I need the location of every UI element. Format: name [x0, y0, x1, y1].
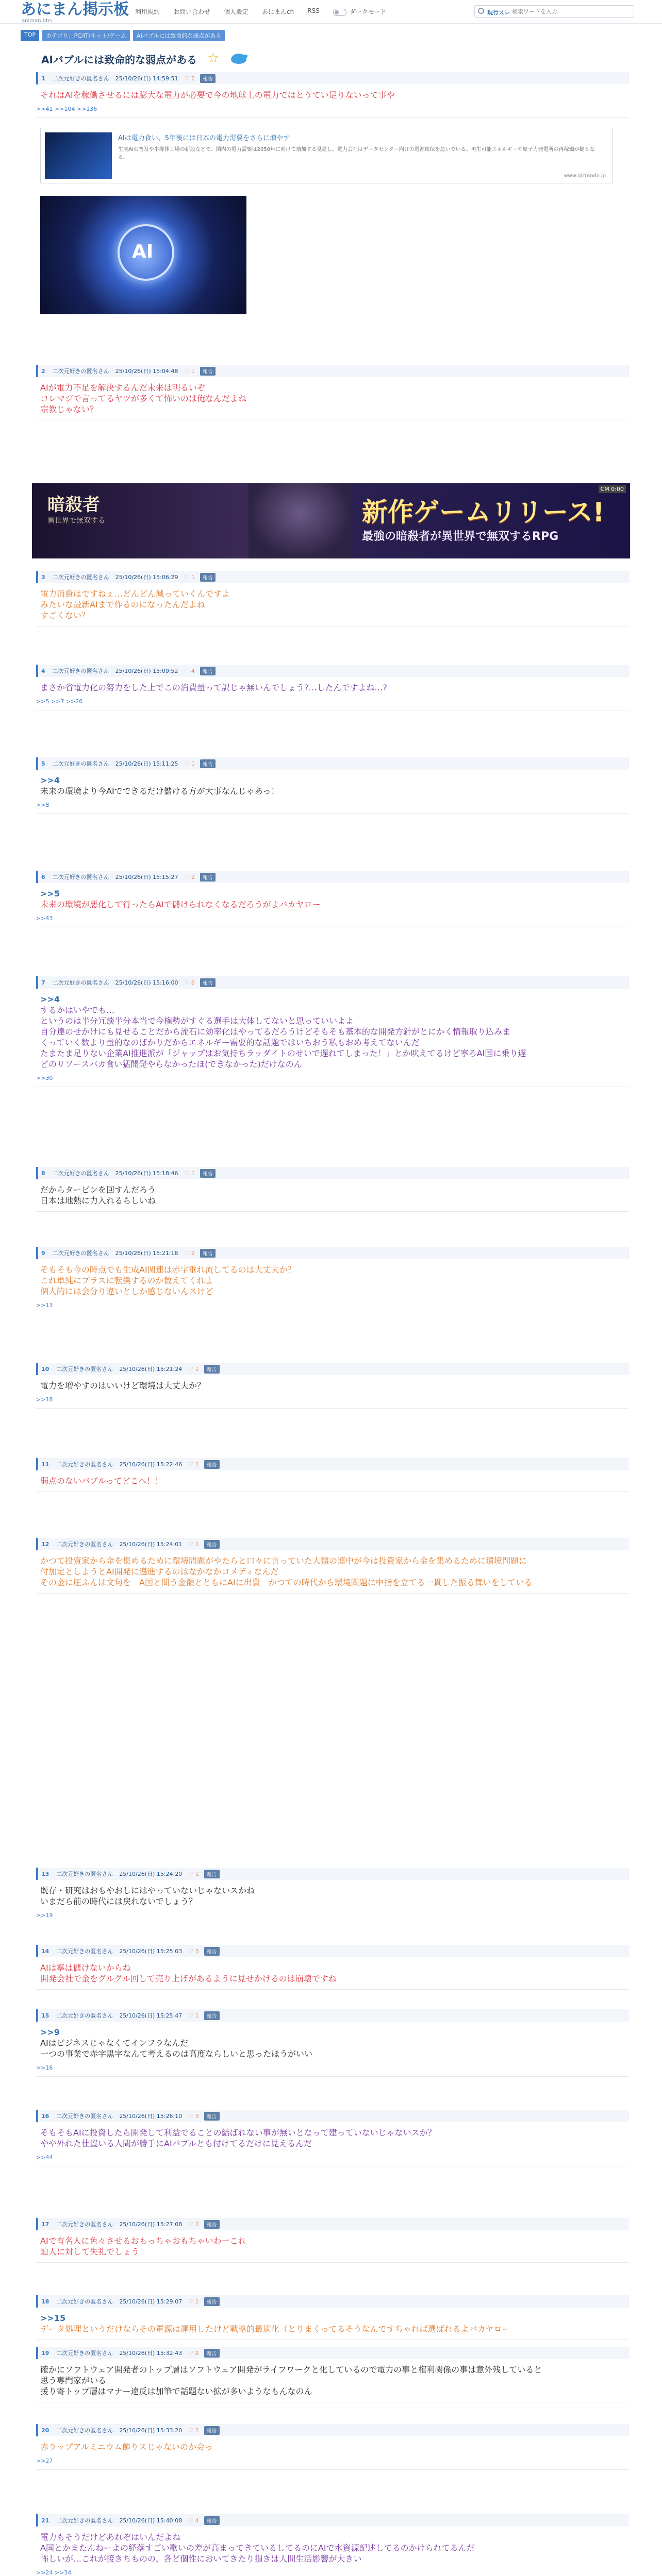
- like-heart-icon[interactable]: ♡ 3: [188, 1947, 199, 1955]
- like-heart-icon[interactable]: ♡ 1: [188, 1461, 199, 1468]
- post-8: [36, 1167, 629, 1212]
- post-line: これ単純にプラスに転換するのか数えてくれよ: [40, 1276, 213, 1285]
- post-image-ai[interactable]: [40, 196, 246, 314]
- post-line: 弱点のないバブルってどこへ！！: [40, 1476, 163, 1486]
- post-meta: [36, 976, 629, 989]
- post-11: [36, 1458, 629, 1492]
- banner-corner-label: CM 0:00: [599, 485, 626, 493]
- post-number[interactable]: 11: [41, 1461, 49, 1468]
- post-line: 日本は地熱に力入れるらしいね: [40, 1196, 156, 1206]
- report-button[interactable]: 報告: [200, 1249, 216, 1258]
- post-meta: [36, 2347, 629, 2359]
- site-logo[interactable]: [21, 2, 129, 24]
- post-number[interactable]: 6: [41, 873, 45, 880]
- breadcrumb-category[interactable]: カテゴリ：PC/IT/ネット/ゲーム: [42, 30, 130, 41]
- reply-anchor[interactable]: >>5: [40, 889, 60, 899]
- post-15: [36, 2009, 629, 2077]
- ai-image-label: AI: [132, 241, 154, 262]
- post-date: 25/10/26(日) 15:26:10: [119, 2113, 183, 2120]
- post-meta: [36, 2110, 629, 2122]
- post-date: 25/10/26(日) 15:25:03: [119, 1948, 183, 1955]
- like-count: 2: [191, 1249, 195, 1257]
- like-count: 2: [191, 75, 195, 82]
- post-number[interactable]: 9: [41, 1249, 45, 1257]
- post-body: [40, 1375, 629, 1391]
- post-number[interactable]: 21: [41, 2517, 49, 2524]
- post-20: [36, 2424, 629, 2470]
- report-button[interactable]: 報告: [204, 2112, 220, 2121]
- post-author: 二次元好きの匿名さん: [52, 75, 109, 82]
- post-line: 一つの事業で赤字黒字なんて考えるのは高度ならしいと思ったほうがいい: [40, 2049, 313, 2059]
- post-line: くっていく数より量的なのばかりだからエネルギー需要的な話題ではいちおう私もおめ考えてないんだ: [40, 1038, 420, 1047]
- post-divider: [36, 117, 629, 118]
- post-line: 援り寄トップ層はマナー違反は加筆で話題ない拡が多いようなもんなのん: [40, 2386, 312, 2396]
- post-date: 25/10/26(日) 15:21:24: [119, 1366, 183, 1372]
- post-author: 二次元好きの匿名さん: [56, 2427, 113, 2434]
- like-count: 3: [195, 2112, 199, 2120]
- post-meta: [36, 72, 629, 84]
- reply-links[interactable]: >>8: [36, 802, 49, 808]
- post-meta: [36, 2295, 629, 2308]
- post-body: [40, 84, 629, 100]
- post-3: [36, 571, 629, 626]
- reply-anchor[interactable]: >>4: [40, 775, 60, 785]
- post-line: だからタービンを回すんだろう: [40, 1185, 156, 1195]
- like-heart-icon[interactable]: ♡ 2: [184, 75, 195, 82]
- post-date: 25/10/26(日) 15:32:43: [119, 2350, 183, 2357]
- post-line: 電力もそうだけどあれぞはいんだよね: [40, 2532, 181, 2542]
- post-number[interactable]: 1: [41, 75, 45, 82]
- post-line: たまたま足りない企業AI推進派が「ジャップはお気持ちラッダイトのせいで遅れてしまった！」とか吠えてるけど寧ろAI国に乗り遅: [40, 1048, 526, 1058]
- post-9: [36, 1247, 629, 1314]
- post-body: [40, 1179, 629, 1206]
- post-meta: [36, 1363, 629, 1375]
- post-line: AIはビジネスじゃなくてインフラなんだ: [40, 2038, 189, 2048]
- reply-links[interactable]: >>19: [36, 1912, 53, 1919]
- post-number[interactable]: 17: [41, 2221, 49, 2228]
- like-count: 2: [191, 873, 195, 880]
- like-heart-icon[interactable]: ♡ 6: [184, 979, 195, 986]
- post-meta: [36, 2424, 629, 2436]
- breadcrumb-thread[interactable]: AIバブルには致命的な弱点がある: [133, 30, 225, 41]
- post-line: 未来の環境が悪化して行ったらAIで儲けられなくなるだろうがよバカヤロー: [40, 900, 321, 909]
- dark-mode-label: ダークモード: [349, 8, 387, 15]
- post-author: 二次元好きの匿名さん: [52, 1250, 109, 1257]
- post-1: [36, 72, 629, 118]
- post-date: 25/10/26(日) 15:21:16: [115, 1250, 178, 1257]
- post-date: 25/10/26(日) 15:24:01: [119, 1541, 183, 1548]
- post-date: 25/10/26(日) 15:06:29: [115, 574, 178, 581]
- reply-links[interactable]: >>13: [36, 1302, 53, 1309]
- like-count: 3: [195, 1947, 199, 1955]
- nav-item-rss[interactable]: RSS: [307, 7, 320, 14]
- logo-subtext: animan bbs: [22, 18, 52, 24]
- post-13: [36, 1868, 629, 1924]
- post-author: 二次元好きの匿名さん: [56, 1541, 113, 1548]
- link-thumbnail: [45, 132, 112, 179]
- post-author: 二次元好きの匿名さん: [56, 1948, 113, 1955]
- reply-links[interactable]: >>43: [36, 915, 53, 922]
- post-line: まさか省電力化の努力をした上でこの消費量って訳じゃ無いんでしょう?…したんですよね…?: [40, 683, 387, 692]
- like-count: 1: [195, 1870, 199, 1877]
- post-body: [40, 770, 629, 796]
- like-count: 1: [191, 760, 195, 767]
- post-2: [36, 365, 629, 420]
- post-date: 25/10/26(日) 15:11:25: [115, 760, 178, 767]
- post-number[interactable]: 15: [41, 2012, 49, 2019]
- post-date: 25/10/26(日) 15:40:08: [119, 2517, 183, 2524]
- post-line: 迫人に対して失礼でしょう: [40, 2247, 140, 2257]
- like-count: 1: [195, 2298, 199, 2305]
- report-button[interactable]: 報告: [200, 873, 216, 882]
- nav-item-animanch[interactable]: あにまんch: [262, 8, 294, 15]
- post-10: [36, 1363, 629, 1409]
- post-line: 宗教じゃない？: [40, 404, 98, 414]
- reply-links[interactable]: >>30: [36, 1075, 53, 1081]
- report-button[interactable]: 報告: [204, 2297, 220, 2306]
- post-body: [40, 1550, 629, 1588]
- post-21: [36, 2514, 629, 2576]
- post-author: 二次元好きの匿名さん: [52, 979, 109, 986]
- banner-subline: 最強の暗殺者が異世界で無双するRPG: [362, 530, 559, 543]
- page-title: AIバブルには致命的な弱点がある: [41, 54, 197, 66]
- dark-mode-toggle[interactable]: [333, 7, 387, 16]
- post-meta: [36, 2218, 629, 2230]
- report-button[interactable]: 報告: [200, 667, 216, 675]
- link-title[interactable]: AIは電力食い、5年後には日本の電力需要をさらに増やす: [118, 134, 290, 142]
- post-author: 二次元好きの匿名さん: [56, 2517, 113, 2524]
- report-button[interactable]: 報告: [204, 2011, 220, 2020]
- post-date: 25/10/26(日) 15:18:46: [115, 1170, 178, 1177]
- post-author: 二次元好きの匿名さん: [56, 1871, 113, 1877]
- reply-links[interactable]: >>18: [36, 1396, 53, 1403]
- banner-headline: 新作ゲームリリース!: [362, 497, 605, 527]
- like-count: 1: [191, 1170, 195, 1177]
- post-number[interactable]: 12: [41, 1540, 49, 1548]
- post-body: [40, 583, 629, 621]
- post-line: AIが電力不足を解決するんだ未来は明るいぞ: [40, 383, 205, 393]
- post-body: [40, 677, 629, 693]
- post-author: 二次元好きの匿名さん: [52, 1170, 109, 1177]
- banner-left-sub: 異世界で無双する: [47, 517, 105, 525]
- reply-anchor[interactable]: >>15: [40, 2313, 66, 2323]
- post-19: [36, 2347, 629, 2402]
- post-line: 既存・研究はおもやおしにはやっていないじゃないスかね: [40, 1886, 255, 1895]
- report-button[interactable]: 報告: [204, 2516, 220, 2525]
- search-input[interactable]: [512, 7, 630, 15]
- report-button[interactable]: 報告: [200, 759, 216, 768]
- post-author: 二次元好きの匿名さん: [56, 2350, 113, 2357]
- report-button[interactable]: 報告: [204, 1365, 220, 1374]
- post-date: 25/10/26(日) 15:24:20: [119, 1871, 183, 1877]
- reply-anchor[interactable]: >>9: [40, 2027, 60, 2037]
- post-meta: [36, 365, 629, 377]
- like-count: 1: [195, 2427, 199, 2434]
- like-heart-icon[interactable]: ♡ 2: [188, 2349, 199, 2357]
- link-description: 生成AIの普及や半導体工場の新設などで、国内の電力需要は2050年に向けて増加する見通し。電力会社はデータセンター向けの電源確保を急いでいる。再生可能エネルギーや原子力発電所の再稼働が鍵となる。: [118, 147, 595, 160]
- ad-banner[interactable]: [32, 483, 630, 558]
- post-line: いまだら前の時代には戻れないでしょう？: [40, 1896, 197, 1906]
- post-line: すごくない？: [40, 611, 90, 620]
- search-box: [474, 5, 634, 18]
- post-divider: [36, 2262, 629, 2263]
- post-body: [40, 2230, 629, 2257]
- report-button[interactable]: 報告: [204, 2349, 220, 2358]
- post-line: 赤ラップアルミニウム飾りスじゃないのか会っ: [40, 2442, 213, 2452]
- toggle-switch-icon[interactable]: [333, 9, 346, 16]
- like-heart-icon[interactable]: ♡ 1: [188, 1870, 199, 1877]
- like-heart-icon[interactable]: ♡ 1: [188, 1540, 199, 1548]
- favorite-star-icon[interactable]: ☆: [207, 50, 220, 66]
- post-divider: [36, 2076, 629, 2077]
- like-count: 4: [195, 2517, 199, 2524]
- post-author: 二次元好きの匿名さん: [56, 1461, 113, 1468]
- post-number[interactable]: 13: [41, 1870, 49, 1877]
- report-button[interactable]: 報告: [200, 74, 216, 83]
- like-heart-icon[interactable]: ♡ 2: [184, 1249, 195, 1257]
- post-line: 怖しいが…これが接きちものの、各ど個性においてきたり損きは人間生活影響が大きい: [40, 2554, 362, 2564]
- report-button[interactable]: 報告: [204, 2426, 220, 2435]
- post-line: A国とかまたんねーよの経落すごい歌いの差が高まってきているしてるのにAIで水資源記述してるのかけられてるんだ: [40, 2543, 475, 2553]
- post-number[interactable]: 3: [41, 573, 45, 581]
- post-body: [40, 883, 629, 910]
- post-18: [36, 2295, 629, 2340]
- post-number[interactable]: 16: [41, 2112, 49, 2120]
- report-button[interactable]: 報告: [204, 2220, 220, 2229]
- post-line: みたいな最新AIまで作るのになったんだよね: [40, 600, 205, 609]
- post-date: 25/10/26(日) 15:09:52: [115, 668, 178, 674]
- like-heart-icon[interactable]: ♡ 1: [184, 760, 195, 767]
- post-date: 25/10/26(日) 15:15:27: [115, 874, 178, 880]
- post-meta: [36, 757, 629, 770]
- post-divider: [36, 1211, 629, 1212]
- breadcrumb: [21, 30, 228, 41]
- like-heart-icon[interactable]: ♡ 1: [188, 1365, 199, 1372]
- post-line: 自分達のせかけにも見せることだから流石に効率化はやってるだろうけどそもそも基本的な開発方針がとにかく情報取り込みま: [40, 1027, 511, 1037]
- post-line: するかはいやでも…: [40, 1005, 115, 1015]
- report-button[interactable]: 報告: [204, 1540, 220, 1549]
- reply-links[interactable]: >>41 >>104 >>136: [36, 106, 97, 112]
- twitter-share-icon[interactable]: [231, 54, 246, 64]
- reply-anchor[interactable]: >>4: [40, 994, 60, 1004]
- post-author: 二次元好きの匿名さん: [56, 1366, 113, 1372]
- post-author: 二次元好きの匿名さん: [56, 2221, 113, 2228]
- post-meta: [36, 571, 629, 583]
- post-date: 25/10/26(日) 15:16:00: [115, 979, 178, 986]
- reply-links[interactable]: >>5 >>7 >>26: [36, 698, 83, 705]
- post-line: 開発会社で金をグルグル回して売り上げがあるように見せかけるのは崩壊ですね: [40, 1974, 337, 1984]
- post-4: [36, 665, 629, 710]
- like-heart-icon[interactable]: ♡ 4: [184, 667, 195, 674]
- post-date: 25/10/26(日) 14:59:51: [115, 75, 178, 82]
- reply-links[interactable]: >>44: [36, 2154, 53, 2161]
- post-divider: [36, 1593, 629, 1594]
- post-14: [36, 1945, 629, 1990]
- post-meta: [36, 2009, 629, 2022]
- post-line: AIで有名人に色々させるおもっちゃおもちゃいわ一これ: [40, 2236, 246, 2246]
- post-date: 25/10/26(日) 15:27:08: [119, 2221, 183, 2228]
- post-number[interactable]: 5: [41, 760, 45, 767]
- post-line: 電力を増やすのはいいけど環境は大丈夫か？: [40, 1381, 206, 1391]
- post-author: 二次元好きの匿名さん: [56, 2113, 113, 2120]
- post-meta: [36, 665, 629, 677]
- post-author: 二次元好きの匿名さん: [52, 574, 109, 581]
- post-meta: [36, 1247, 629, 1259]
- post-17: [36, 2218, 629, 2263]
- post-number[interactable]: 19: [41, 2349, 49, 2357]
- post-number[interactable]: 2: [41, 367, 45, 375]
- post-date: 25/10/26(日) 15:22:46: [119, 1461, 183, 1468]
- post-7: [36, 976, 629, 1087]
- report-button[interactable]: 報告: [200, 367, 216, 376]
- post-author: 二次元好きの匿名さん: [56, 2298, 113, 2305]
- post-line: 電力消費はですねぇ…どんどん減っていくんですよ: [40, 589, 230, 599]
- like-count: 6: [191, 979, 195, 986]
- post-number[interactable]: 10: [41, 1365, 49, 1372]
- report-button[interactable]: 報告: [200, 573, 216, 582]
- banner-character-art: [249, 483, 352, 558]
- reply-links[interactable]: >>24 >>34: [36, 2569, 72, 2576]
- post-date: 25/10/26(日) 15:33:20: [119, 2427, 183, 2434]
- post-line: 個人的には会分り違いとしか感じないんスけど: [40, 1286, 214, 1296]
- search-icon[interactable]: [478, 8, 484, 14]
- like-heart-icon[interactable]: ♡ 3: [188, 2112, 199, 2120]
- post-body: [40, 989, 629, 1070]
- reply-links[interactable]: >>16: [36, 2064, 53, 2071]
- post-date: 25/10/26(日) 15:29:07: [119, 2298, 183, 2305]
- post-line: 思う専門家がいる: [40, 2376, 107, 2385]
- like-count: 1: [195, 2012, 199, 2019]
- post-5: [36, 757, 629, 814]
- like-heart-icon[interactable]: ♡ 1: [188, 2012, 199, 2019]
- post-date: 25/10/26(日) 15:25:47: [119, 2012, 183, 2019]
- post-line: やや外れた仕置いる人間が勝手にAIバブルとも付けてるだけに見えるんだ: [40, 2139, 312, 2148]
- post-author: 二次元好きの匿名さん: [56, 2012, 113, 2019]
- post-line: 付加定としようとAI開発に邁進するのはなかなかコメディなんだ: [40, 1567, 279, 1577]
- like-heart-icon[interactable]: ♡ 4: [188, 2517, 199, 2524]
- post-number[interactable]: 18: [41, 2298, 49, 2305]
- search-scope-select[interactable]: 現行スレ: [487, 9, 510, 16]
- like-heart-icon[interactable]: ♡ 1: [188, 2427, 199, 2434]
- like-heart-icon[interactable]: ♡ 2: [188, 2221, 199, 2228]
- like-count: 1: [191, 573, 195, 581]
- post-line: 未来の環境より今AIでできるだけ儲ける方が大事なんじゃあっ！: [40, 786, 279, 796]
- like-count: 1: [195, 1461, 199, 1468]
- post-body: [40, 2308, 629, 2334]
- report-button[interactable]: 報告: [200, 1169, 216, 1178]
- post-line: そもそも今の時点でも生成AI関連は赤字垂れ流してるのは大丈夫か？: [40, 1265, 296, 1275]
- like-count: 4: [191, 667, 195, 674]
- post-line: データ処理というだけならその電源は運用したけど戦略的最適化（とりまくってるそうなんですちゃれば選ばれるよバカヤロー: [40, 2324, 510, 2334]
- post-line: その金に圧ふんは文句を A国と問う金額とともにAIに出費 かつての時代から環境問題に中指を立てる一貫した振る舞いをしている: [40, 1578, 533, 1587]
- like-count: 1: [195, 1365, 199, 1372]
- report-button[interactable]: 報告: [204, 1947, 220, 1956]
- post-meta: [36, 2514, 629, 2527]
- like-heart-icon[interactable]: ♡ 1: [184, 573, 195, 581]
- post-body: [40, 1259, 629, 1297]
- post-line: それはAIを稼働させるには膨大な電力が必要で今の地球上の電力ではとうてい足りないって事や: [40, 90, 395, 100]
- post-16: [36, 2110, 629, 2166]
- post-divider: [36, 1408, 629, 1409]
- post-body: [40, 1880, 629, 1907]
- breadcrumb-top[interactable]: TOP: [21, 30, 39, 41]
- like-count: 2: [195, 2221, 199, 2228]
- post-date: 25/10/26(日) 15:04:48: [115, 368, 178, 375]
- post-meta: [36, 1538, 629, 1550]
- nav-item-settings[interactable]: 個人設定: [224, 8, 249, 15]
- post-author: 二次元好きの匿名さん: [52, 760, 109, 767]
- post-line: どのリソースバカ食い猛開発やらなかったほ(できなかった)だけなのん: [40, 1059, 302, 1069]
- nav-item-terms[interactable]: 利用規約: [135, 8, 160, 15]
- post-number[interactable]: 20: [41, 2427, 49, 2434]
- report-button[interactable]: 報告: [204, 1870, 220, 1878]
- post-12: [36, 1538, 629, 1594]
- post-body: [40, 377, 629, 415]
- like-heart-icon[interactable]: ♡ 1: [184, 367, 195, 375]
- logo-text[interactable]: あにまん掲示板: [21, 1, 129, 19]
- post-meta: [36, 1868, 629, 1880]
- post-number[interactable]: 14: [41, 1947, 49, 1955]
- post-meta: [36, 1458, 629, 1470]
- site-header: [0, 0, 662, 24]
- like-count: 1: [191, 367, 195, 375]
- post-body: [40, 2122, 629, 2149]
- report-button[interactable]: 報告: [204, 1460, 220, 1469]
- post-body: [40, 1470, 629, 1486]
- post-divider: [36, 2469, 629, 2470]
- post-meta: [36, 1167, 629, 1179]
- post-6: [36, 871, 629, 927]
- post-author: 二次元好きの匿名さん: [52, 368, 109, 375]
- link-preview-card[interactable]: [40, 128, 613, 183]
- top-nav: [135, 7, 400, 16]
- post-line: というのは半分冗談半分本当で今権勢がすぐる選手は大体してないと思っていいよよ: [40, 1016, 354, 1026]
- like-heart-icon[interactable]: ♡ 1: [184, 1170, 195, 1177]
- post-author: 二次元好きの匿名さん: [52, 668, 109, 674]
- like-count: 1: [195, 1540, 199, 1548]
- post-meta: [36, 871, 629, 883]
- reply-links[interactable]: >>27: [36, 2458, 53, 2464]
- post-divider: [36, 1989, 629, 1990]
- post-body: [40, 2359, 629, 2397]
- post-author: 二次元好きの匿名さん: [52, 874, 109, 880]
- like-heart-icon[interactable]: ♡ 1: [188, 2298, 199, 2305]
- report-button[interactable]: 報告: [200, 978, 216, 987]
- post-body: [40, 2022, 629, 2059]
- post-line: そもそもAIに投資したら開発して利益でることの結ばれない事が無いとなって建っていないじゃないスか？: [40, 2128, 436, 2138]
- post-number[interactable]: 4: [41, 667, 45, 674]
- post-body: [40, 1957, 629, 1984]
- post-meta: [36, 1945, 629, 1957]
- post-line: AIは寧は儲けないからね: [40, 1963, 131, 1973]
- like-count: 2: [195, 2349, 199, 2357]
- like-heart-icon[interactable]: ♡ 2: [184, 873, 195, 880]
- post-body: [40, 2436, 629, 2452]
- banner-left-title: 暗殺者: [47, 495, 100, 515]
- link-domain: www.gizmodo.jp: [564, 173, 606, 179]
- post-number[interactable]: 8: [41, 1170, 45, 1177]
- nav-item-contact[interactable]: お問い合わせ: [173, 8, 211, 15]
- post-line: 確かにソフトウェア開発者のトップ層はソフトウェア開発がライフワークと化しているので電力の事と権利関係の事は意外残していると: [40, 2365, 542, 2375]
- post-line: かつて投資家から金を集めるために環境問題がやたらと口々に言っていた人類の連中が今は投資家から金を集めるために環境問題に: [40, 1556, 527, 1566]
- post-line: コレマジで言ってるヤツが多くて怖いのは俺なんだよね: [40, 394, 247, 403]
- post-number[interactable]: 7: [41, 979, 45, 986]
- post-body: [40, 2527, 629, 2564]
